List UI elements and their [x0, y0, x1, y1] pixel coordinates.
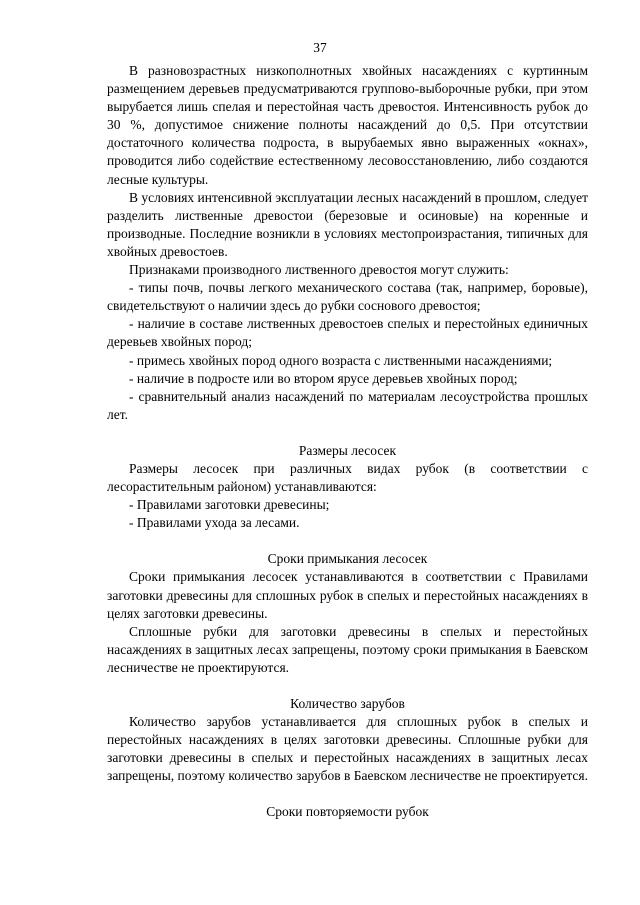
section-heading-repeat: Сроки повторяемости рубок — [266, 804, 429, 820]
adjacency-paragraph-2: Сплошные рубки для заготовки древесины в спелых и перестойных насаждениях в защитных лесах запрещены, поэтому сроки примыкания в Баевском лесничестве не проектируются. — [107, 623, 588, 675]
page-number: 37 — [313, 40, 327, 55]
list-item: - Правилами заготовки древесины; — [129, 497, 330, 513]
list-item: - примесь хвойных пород одного возраста с лиственными насаждениями; — [129, 352, 553, 368]
section-heading-adjacency: Сроки примыкания лесосек — [267, 551, 428, 567]
intro-paragraph-1: В разновозрастных низкополнотных хвойных насаждениях с куртинным размещением деревьев предусматриваются группово-выборочные рубки, при этом вырубается лишь спелая и перестойная часть древостоя. Интенсивность рубок до 30 %, допустимое снижение полноты насаждений до 0,5. При отсутствии достаточного количества подроста, в вырубаемых явно выраженных «окнах», проводится либо содействие естественному лесовосстановлению, либо создаются лесные культуры. — [107, 63, 588, 187]
section-heading-count: Количество зарубов — [290, 696, 405, 711]
intro-paragraph-3: Признаками производного лиственного древостоя могут служить: — [129, 262, 509, 278]
list-item: - сравнительный анализ насаждений по материалам лесоустройства прошлых лет. — [107, 388, 588, 422]
intro-paragraph-2: В условиях интенсивной эксплуатации лесных насаждений в прошлом, следует разделить лиственные древостои (березовые и осиновые) на коренные и производные. Последние возникли в условиях местопроизрастания, типичных для хвойных древостоев. — [107, 189, 588, 259]
sizes-paragraph-1: Размеры лесосек при различных видах рубок (в соответствии с лесорастительным районом) устанавливаются: — [107, 460, 588, 495]
document-body — [107, 62, 588, 822]
section-heading-sizes: Размеры лесосек — [298, 442, 397, 458]
count-paragraph-1: Количество зарубов устанавливается для сплошных рубок в спелых и перестойных насаждениях в целях заготовки древесины. Сплошные рубки для заготовки древесины в спелых и перестойных насаждениях в защитных лесах запрещены, поэтому количество зарубов в Баевском лесничестве не проектируется. — [107, 714, 589, 784]
adjacency-paragraph-1: Сроки примыкания лесосек устанавливаются в соответствии с Правилами заготовки древесины для сплошных рубок в спелых и перестойных насаждениях в целях заготовки древесины. — [107, 569, 588, 621]
list-item: - Правилами ухода за лесами. — [129, 515, 300, 531]
list-item: - наличие в составе лиственных древостоев спелых и перестойных единичных деревьев хвойных пород; — [107, 316, 588, 350]
list-item: - типы почв, почвы легкого механического состава (так, например, боровые), свидетельствуют о наличии здесь до рубки соснового древостоя; — [107, 280, 588, 314]
list-item: - наличие в подросте или во втором ярусе деревьев хвойных пород; — [129, 370, 518, 386]
